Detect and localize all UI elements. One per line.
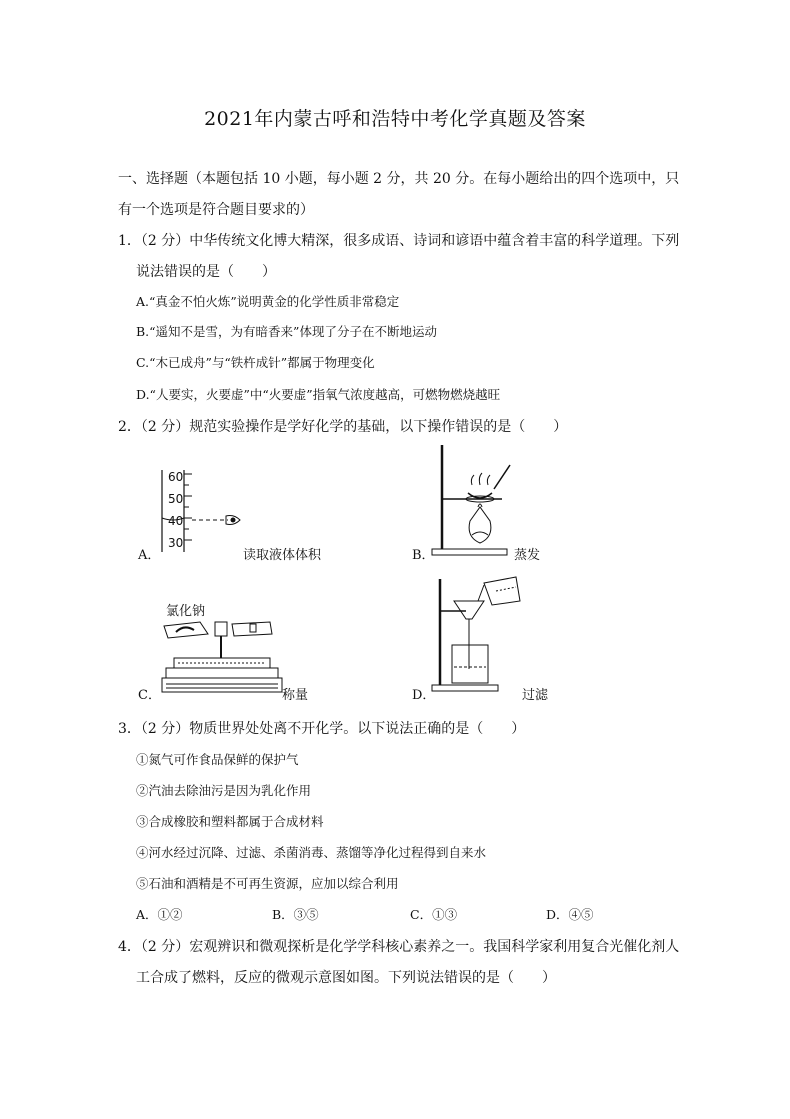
q1-stem-line1: 1．（2 分）中华传统文化博大精深，很多成语、诗词和谚语中蕴含着丰富的科学道理。下列 xyxy=(118,233,680,249)
cylinder-tick-40: 40 xyxy=(168,514,184,528)
figure-d-filtration xyxy=(432,573,542,693)
figure-c-caption: 称量 xyxy=(282,688,309,703)
q1-option-b: B.“遥知不是雪，为有暗香来”体现了分子在不断地运动 xyxy=(136,324,437,339)
q3-choice-c: C．①③ xyxy=(410,907,458,922)
figure-b-letter: B． xyxy=(412,548,435,563)
q1-stem-line2: 说法错误的是（ ） xyxy=(136,264,276,280)
q1-option-d: D.“人要实，火要虚”中“火要虚”指氧气浓度越高，可燃物燃烧越旺 xyxy=(136,387,501,402)
figure-c-label-nacl: 氯化钠 xyxy=(166,604,206,619)
q1-option-a: A.“真金不怕火炼”说明黄金的化学性质非常稳定 xyxy=(136,294,400,309)
q3-choice-d: D．④⑤ xyxy=(546,907,594,922)
cylinder-tick-60: 60 xyxy=(168,470,184,484)
q3-statement-3: ③合成橡胶和塑料都属于合成材料 xyxy=(136,814,324,829)
q3-statement-1: ①氮气可作食品保鲜的保护气 xyxy=(136,752,299,767)
q4-stem-line1: 4．（2 分）宏观辨识和微观探析是化学学科核心素养之一。我国科学家利用复合光催化剂人 xyxy=(118,939,680,955)
page-title: 2021年内蒙古呼和浩特中考化学真题及答案 xyxy=(204,108,586,130)
q3-statement-5: ⑤石油和酒精是不可再生资源，应加以综合利用 xyxy=(136,876,399,891)
cylinder-tick-30: 30 xyxy=(168,536,184,550)
figure-c-letter: C． xyxy=(138,688,161,703)
q3-statement-4: ④河水经过沉降、过滤、杀菌消毒、蒸馏等净化过程得到自来水 xyxy=(136,845,487,860)
section-header-line1: 一、选择题（本题包括 10 小题，每小题 2 分，共 20 分。在每小题给出的四个选项中，只 xyxy=(118,171,680,187)
figure-a-letter: A． xyxy=(138,548,161,563)
figure-d-letter: D． xyxy=(412,688,436,703)
q3-choice-b: B．③⑤ xyxy=(272,907,319,922)
figure-c-balance xyxy=(160,618,285,700)
figure-a-caption: 读取液体体积 xyxy=(243,548,322,563)
figure-b-caption: 蒸发 xyxy=(514,548,541,563)
q1-option-c: C.“木已成舟”与“铁杵成针”都属于物理变化 xyxy=(136,355,375,370)
q3-choice-a: A．①② xyxy=(136,907,183,922)
q3-stem: 3．（2 分）物质世界处处离不开化学。以下说法正确的是（ ） xyxy=(118,721,526,737)
figure-d-caption: 过滤 xyxy=(522,688,549,703)
section-header-line2: 有一个选项是符合题目要求的） xyxy=(118,202,314,218)
cylinder-tick-50: 50 xyxy=(168,492,184,506)
q3-statement-2: ②汽油去除油污是因为乳化作用 xyxy=(136,783,312,798)
figure-a-cylinder-reading xyxy=(150,470,260,555)
figure-b-evaporation xyxy=(432,443,517,558)
q2-stem: 2．（2 分）规范实验操作是学好化学的基础，以下操作错误的是（ ） xyxy=(118,419,568,435)
q4-stem-line2: 工合成了燃料，反应的微观示意图如图。下列说法错误的是（ ） xyxy=(136,970,556,986)
